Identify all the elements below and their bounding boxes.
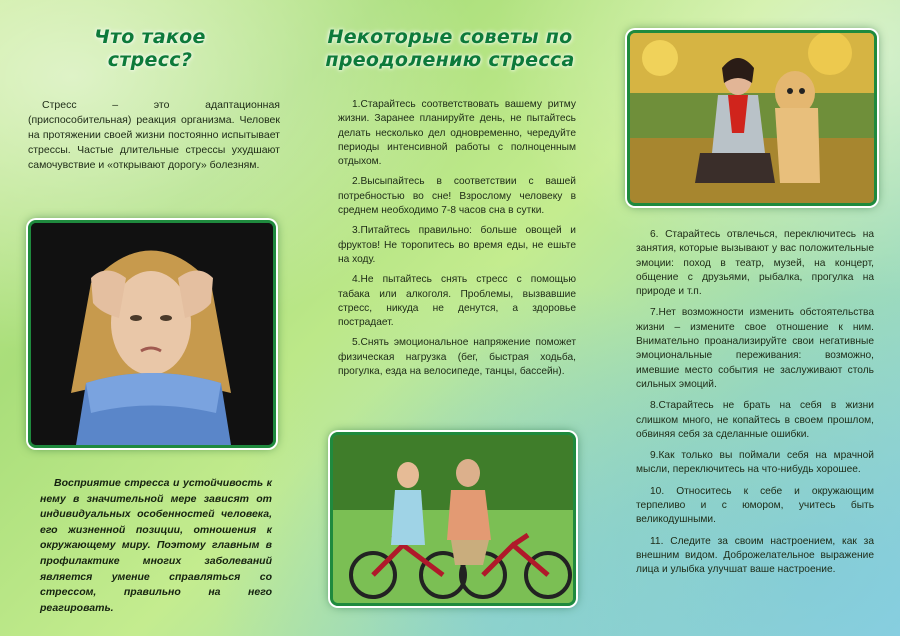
tip-item: 5.Снять эмоциональное напряжение поможет физическая нагрузка (бег, быстрая ходьба, прогулка, езда на велосипеде, танцы, бассейн). [338,337,576,378]
stress-definition-text: Стресс – это адаптационная (приспособительная) реакция организма. Человек на протяжении своей жизни постоянно испытывает стрессы. Частые длительные стрессы ухудшают самочувствие и «открывают дорогу» болезням. [28,99,280,171]
tip-item: 3.Питайтесь правильно: больше овощей и фруктов! Не торопитесь во время еды, не ешьте на ходу. [338,225,576,265]
woman-with-dog-illustration [630,33,874,203]
cyclists-photo [330,432,576,606]
woman-with-dog-photo [627,30,877,206]
tip-item: 4.Не пытайтесь снять стресс с помощью табака или алкоголя. Проблемы, вызвавшие стресс, никуда не денутся, а здоровье пострадает. [338,274,576,329]
stressed-woman-illustration [31,223,273,445]
tip-item: 11. Следите за своим настроением, как за внешним видом. Доброжелательное выражение лица и улыбка улучшат ваше настроение. [636,535,874,576]
tip-item: 8.Старайтесь не брать на себя в жизни слишком много, не копайтесь в своем прошлом, обвиняя себя за сделанные ошибки. [636,400,874,440]
stressed-woman-photo [28,220,276,448]
middle-heading: Некоторые советы по преодолению стресса [325,26,575,71]
tip-item: 2.Высыпайтесь в соответствии с вашей потребностью во сне! Взрослому человеку в среднем необходимо 7-8 часов сна в сутки. [338,176,576,217]
tip-item: 7.Нет возможности изменить обстоятельства жизни – измените свое отношение к ним. Внимательно проанализируйте свои негативные эмоциональные переживания: возможно, имевшие место события не заслуживают столь сильных эмоций. [636,307,874,390]
tips-list-middle [338,98,576,385]
tip-item: 9.Как только вы поймали себя на мрачной мысли, переключитесь на что-нибудь хорошее. [636,450,874,476]
stress-perception-text: Восприятие стресса и устойчивость к нему в значительной мере зависят от индивидуальных особенностей человека, его жизненной позиции, отношения к окружающему миру. Поэтому главным в профилактике многих заболеваний является умение справляться со стрессом, правильно на него реагировать. [40,477,272,614]
tip-item: 6. Старайтесь отвлечься, переключитесь на занятия, которые вызывают у вас положительные эмоции: поход в театр, музей, на концерт, общение с друзьями, рыбалка, прогулка на природе и т.п. [636,229,874,298]
cyclists-illustration [333,435,573,603]
left-heading: Что такое стресс? [94,26,206,71]
tips-list-right [636,228,874,585]
tip-item: 10. Относитесь к себе и окружающим терпеливо и с юмором, учитесь быть великодушными. [636,485,874,526]
tip-item: 1.Старайтесь соответствовать вашему ритму жизни. Заранее планируйте день, не пытайтесь делать несколько дел одновременно, чередуйте периоды интенсивной работы с полноценным отдыхом. [338,99,576,168]
